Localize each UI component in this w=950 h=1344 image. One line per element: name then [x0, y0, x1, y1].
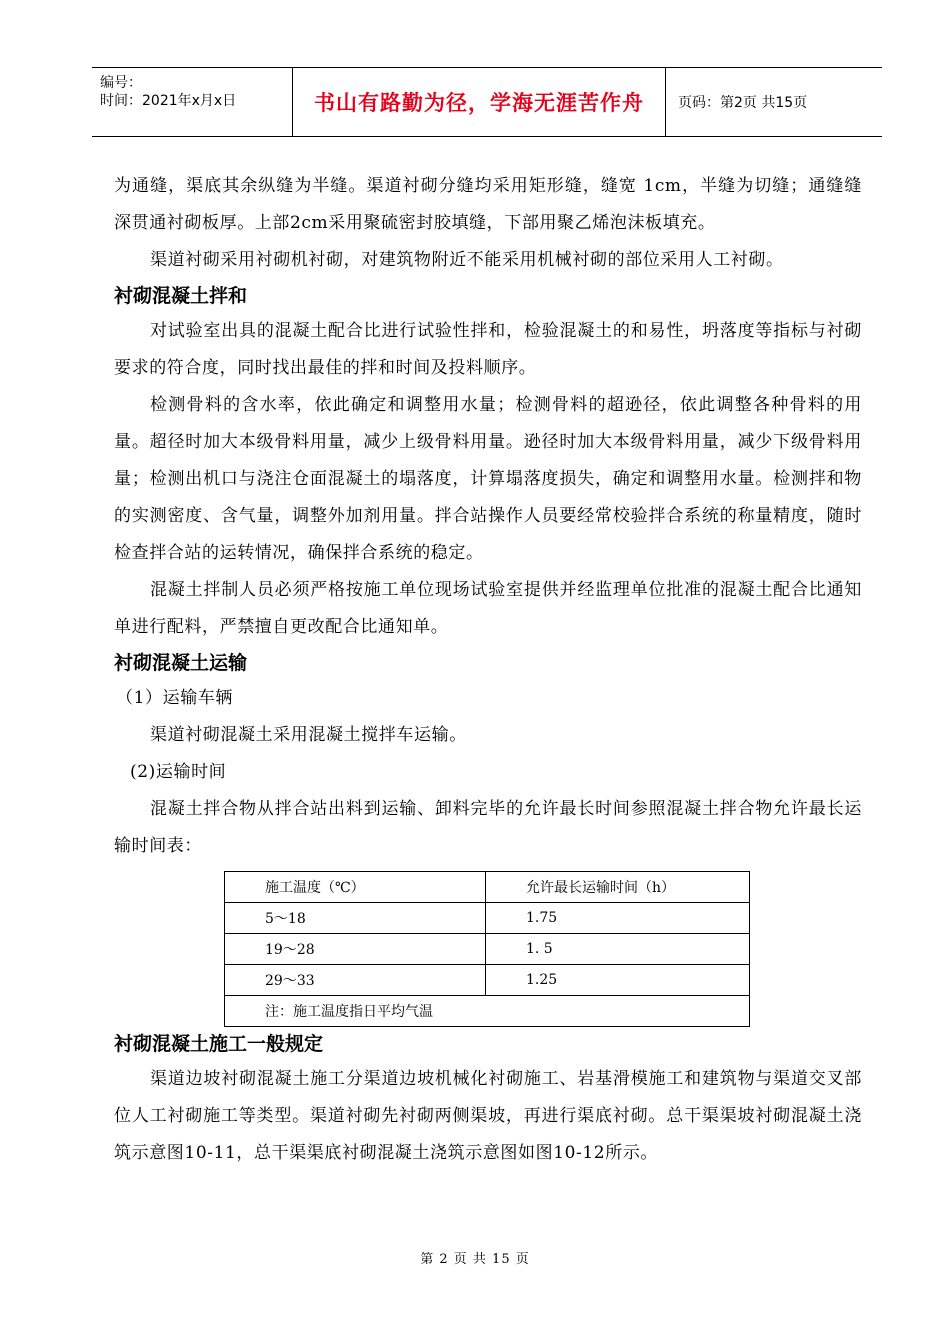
paragraph: 混凝土拌制人员必须严格按施工单位现场试验室提供并经监理单位批准的混凝土配合比通知单进行配料，严禁擅自更改配合比通知单。 — [114, 580, 862, 637]
table-header-row — [225, 872, 750, 903]
page-info: 页码：第2页 共15页 — [678, 95, 808, 111]
table-note-row — [225, 996, 750, 1027]
paragraph: 渠道衬砌混凝土采用混凝土搅拌车运输。 — [150, 725, 467, 745]
code-label: 编号： — [100, 75, 142, 91]
transport-time-table — [224, 871, 750, 1027]
table-cell: 29～33 — [225, 965, 486, 996]
header-motto-cell — [292, 68, 666, 136]
section-heading-general: 衬砌混凝土施工一般规定 — [114, 1033, 324, 1055]
page-footer: 第 2 页 共 15 页 — [420, 1252, 530, 1267]
paragraph: 渠道衬砌采用衬砌机衬砌，对建筑物附近不能采用机械衬砌的部位采用人工衬砌。 — [150, 250, 784, 270]
paragraph: 渠道边坡衬砌混凝土施工分渠道边坡机械化衬砌施工、岩基滑模施工和建筑物与渠道交叉部位人工衬砌施工等类型。渠道衬砌先衬砌两侧渠坡，再进行渠底衬砌。总干渠渠坡衬砌混凝土浇筑示意图10-11，总干渠渠底衬砌混凝土浇筑示意图如图10-12所示。 — [114, 1069, 862, 1163]
paragraph: 为通缝，渠底其余纵缝为半缝。渠道衬砌分缝均采用矩形缝，缝宽 1cm，半缝为切缝；通缝缝深贯通衬砌板厚。上部2cm采用聚硫密封胶填缝，下部用聚乙烯泡沫板填充。 — [114, 176, 862, 233]
header-meta — [92, 68, 292, 136]
table-cell: 5～18 — [225, 903, 486, 934]
paragraph: 检测骨料的含水率，依此确定和调整用水量；检测骨料的超逊径，依此调整各种骨料的用量。超径时加大本级骨料用量，减少上级骨料用量。逊径时加大本级骨料用量，减少下级骨料用量；检测出机口与浇注仓面混凝土的塌落度，计算塌落度损失，确定和调整用水量。检测拌和物的实测密度、含气量，调整外加剂用量。拌合站操作人员要经常校验拌合系统的称量精度，随时检查拌合站的运转情况，确保拌合系统的稳定。 — [114, 395, 862, 563]
document-body — [114, 168, 862, 1172]
table-row — [225, 903, 750, 934]
section-heading-transport: 衬砌混凝土运输 — [114, 652, 248, 674]
subheading-time: (2)运输时间 — [130, 762, 227, 782]
table-cell: 1.25 — [486, 965, 750, 996]
table-row — [225, 965, 750, 996]
header-page-cell — [666, 68, 882, 136]
table-row — [225, 934, 750, 965]
section-heading-mixing: 衬砌混凝土拌和 — [114, 285, 248, 307]
motto-text: 书山有路勤为径，学海无涯苦作舟 — [314, 91, 644, 115]
subheading-vehicle: （1）运输车辆 — [116, 688, 234, 708]
time-label: 时间：2021年x月x日 — [100, 93, 237, 109]
paragraph: 对试验室出具的混凝土配合比进行试验性拌和，检验混凝土的和易性，坍落度等指标与衬砌要求的符合度，同时找出最佳的拌和时间及投料顺序。 — [114, 321, 862, 378]
table-header-cell: 允许最长运输时间（h） — [486, 872, 750, 903]
page-header — [92, 67, 882, 137]
table-cell: 1.75 — [486, 903, 750, 934]
table-header-cell: 施工温度（℃） — [225, 872, 486, 903]
paragraph: 混凝土拌合物从拌合站出料到运输、卸料完毕的允许最长时间参照混凝土拌合物允许最长运输时间表： — [114, 799, 862, 856]
table-cell: 19～28 — [225, 934, 486, 965]
table-cell: 1. 5 — [486, 934, 750, 965]
table-note: 注：施工温度指日平均气温 — [225, 996, 750, 1027]
